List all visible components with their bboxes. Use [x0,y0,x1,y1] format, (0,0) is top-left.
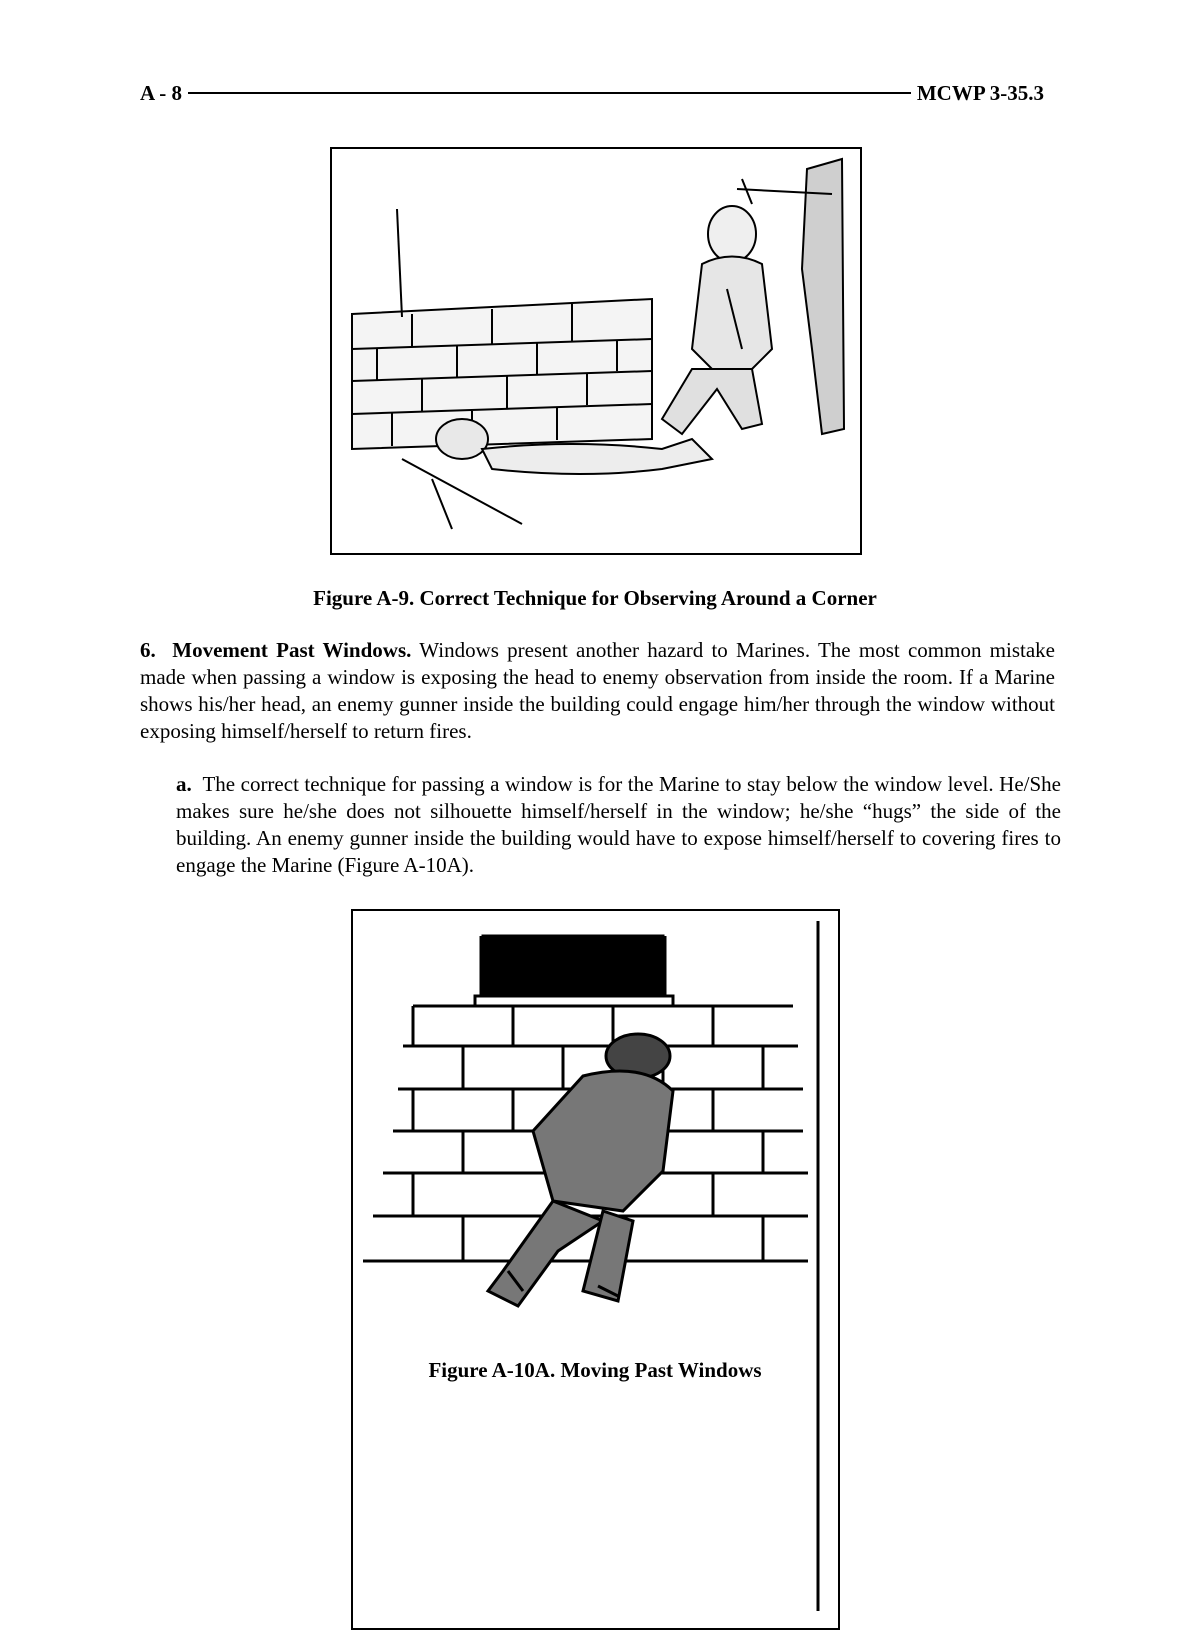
section-6-heading: Movement Past Windows. [172,638,412,662]
figure-a9-illustration [330,147,862,555]
document-id: MCWP 3-35.3 [916,80,1044,105]
section-6-number: 6. [140,638,156,662]
figure-a9-caption: Figure A-9. Correct Technique for Observing Around a Corner [313,586,877,610]
subsection-a-paragraph [176,771,1061,879]
figure-a10a-caption: Figure A-10A. Moving Past Windows [428,1358,762,1382]
page-number: A - 8 [140,80,182,105]
section-6-paragraph [140,637,1055,745]
figure-a10a-illustration [351,909,840,1630]
subsection-a-text: The correct technique for passing a window is for the Marine to stay below the window level. He/She makes sure he/she does not silhouette himself/herself in the window; he/she “hugs” the side of the building. An enemy gunner inside the building would have to expose himself/herself to covering fires to engage the Marine (Figure A-10A). [176,772,1061,877]
section-6-text: Windows present another hazard to Marines. The most common mistake made when passing a window is exposing the head to enemy observation from inside the room. If a Marine shows his/her head, an enemy gunner inside the building could engage him/her through the window without exposing himself/herself to return fires. [140,638,1056,743]
subsection-a-label: a. [176,772,192,796]
header-rule [188,92,911,94]
page-header [140,78,1044,108]
